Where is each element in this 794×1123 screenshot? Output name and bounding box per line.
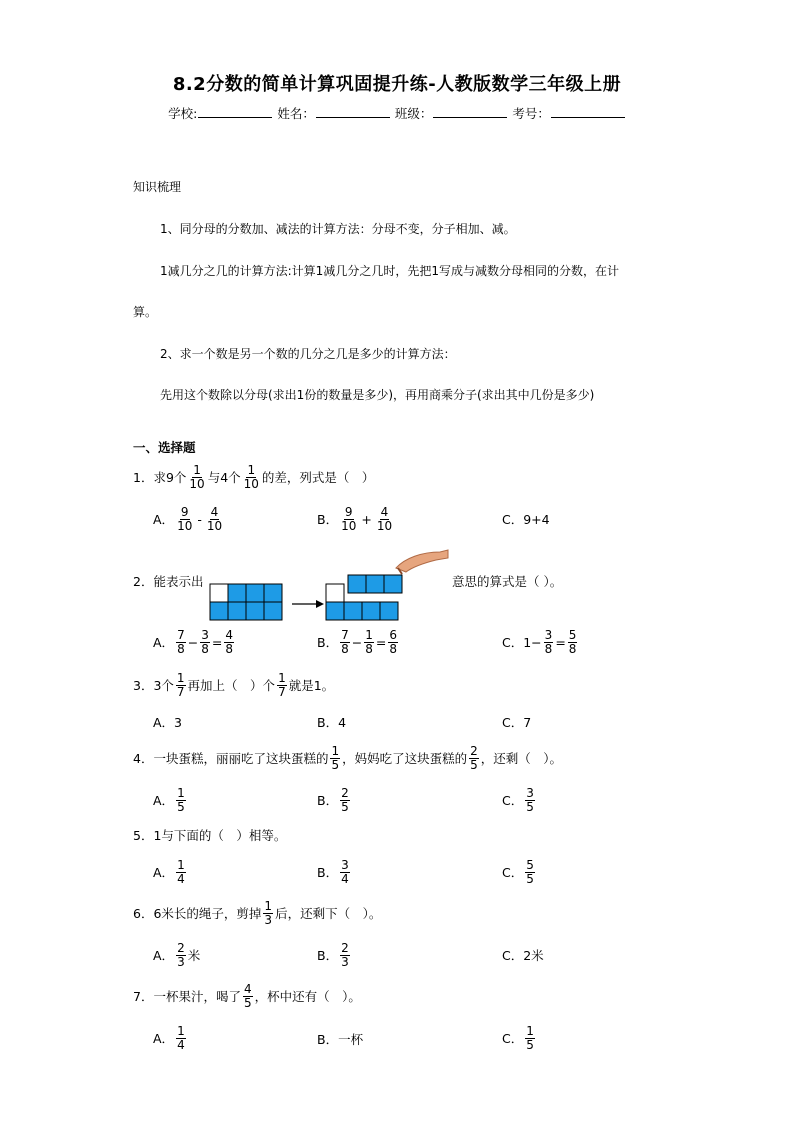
- knowledge-rule-4: 先用这个数除以分母(求出1份的数量是多少)，再用商乘分子(求出其中几份是多少): [160, 388, 595, 402]
- q5-option-b[interactable]: B． $\frac{3}{4}$: [317, 857, 349, 886]
- q2-option-a[interactable]: A． $\frac{7}{8}$ − $\frac{3}{8}$ = $\frac{4}{8}$: [153, 627, 233, 656]
- knowledge-rule-3: 2、求一个数是另一个数的几分之几是多少的计算方法：: [160, 347, 456, 361]
- section-heading-choice: 一、选择题: [133, 440, 196, 455]
- school-blank: [198, 105, 272, 118]
- q1-option-a[interactable]: A． $\frac{9}{10}$ - $\frac{4}{10}$: [153, 504, 223, 533]
- q6-option-c[interactable]: C．2米: [502, 948, 544, 963]
- knowledge-rule-1: 1、同分母的分数加、减法的计算方法：分母不变，分子相加、减。: [160, 222, 516, 236]
- q4-option-a[interactable]: A． $\frac{1}{5}$: [153, 785, 185, 814]
- fraction-bars-figure: [200, 546, 452, 624]
- q2-option-b[interactable]: B． $\frac{7}{8}$ − $\frac{1}{8}$ = $\frac{6}{8}$: [317, 627, 397, 656]
- fraction: $\frac{1}{10}$: [243, 462, 259, 491]
- fraction: $\frac{1}{10}$: [189, 462, 205, 491]
- q3-option-c[interactable]: C．7: [502, 715, 532, 730]
- q4-option-b[interactable]: B． $\frac{2}{5}$: [317, 785, 349, 814]
- student-info-line: [0, 104, 794, 122]
- school-label: 学校:: [168, 106, 198, 121]
- question-4: 4． 一块蛋糕，丽丽吃了这块蛋糕的 $\frac{1}{5}$ ，妈妈吃了这块蛋糕的 $\frac{2}{5}$ ，还剩（ ）。: [133, 743, 563, 772]
- question-3: 3． 3个 $\frac{1}{7}$ 再加上（ ）个 $\frac{1}{7}$ 就是1。: [133, 670, 335, 699]
- q3-option-b[interactable]: B．4: [317, 715, 347, 730]
- name-blank: [316, 105, 390, 118]
- q6-option-a[interactable]: A． $\frac{2}{3}$ 米: [153, 940, 201, 969]
- q7-option-c[interactable]: C． $\frac{1}{5}$: [502, 1023, 534, 1052]
- question-1: 1． 求9个 $\frac{1}{10}$ 与4个 $\frac{1}{10}$ 的差，列式是（ ）: [133, 462, 375, 491]
- knowledge-rule-2b: 算。: [133, 305, 158, 319]
- bar-before: [210, 584, 282, 620]
- exam-blank: [551, 105, 625, 118]
- knowledge-rule-2a: 1减几分之几的计算方法:计算1减几分之几时，先把1写成与减数分母相同的分数，在计: [160, 264, 619, 278]
- q4-option-c[interactable]: C． $\frac{3}{5}$: [502, 785, 534, 814]
- q5-option-a[interactable]: A． $\frac{1}{4}$: [153, 857, 185, 886]
- name-label: 姓名：: [277, 106, 315, 121]
- q5-option-c[interactable]: C． $\frac{5}{5}$: [502, 857, 534, 886]
- bar-after: [326, 575, 402, 620]
- question-2-suffix: 意思的算式是（ ）。: [452, 574, 563, 589]
- question-5: 5．1与下面的（ ）相等。: [133, 828, 287, 843]
- q1-option-c[interactable]: C．9+4: [502, 512, 550, 527]
- class-label: 班级：: [394, 106, 433, 121]
- q2-option-c[interactable]: C． 1− $\frac{3}{8}$ = $\frac{5}{8}$: [502, 627, 577, 656]
- q7-option-b[interactable]: B．一杯: [317, 1032, 364, 1047]
- class-blank: [433, 105, 507, 118]
- q6-option-b[interactable]: B． $\frac{2}{3}$: [317, 940, 349, 969]
- knowledge-heading: 知识梳理: [133, 180, 182, 194]
- question-2-prefix: 2．能表示出: [133, 574, 204, 589]
- hand-icon: [396, 550, 448, 574]
- q1-option-b[interactable]: B． $\frac{9}{10}$ + $\frac{4}{10}$: [317, 504, 393, 533]
- q7-option-a[interactable]: A． $\frac{1}{4}$: [153, 1023, 185, 1052]
- page-title: 8.2分数的简单计算巩固提升练-人教版数学三年级上册: [172, 74, 622, 95]
- exam-label: 考号：: [512, 106, 550, 121]
- q3-option-a[interactable]: A．3: [153, 715, 183, 730]
- question-7: 7． 一杯果汁，喝了 $\frac{4}{5}$ ，杯中还有（ ）。: [133, 981, 361, 1010]
- question-6: 6． 6米长的绳子，剪掉 $\frac{1}{3}$ 后，还剩下（ ）。: [133, 898, 382, 927]
- arrow-icon: [292, 600, 324, 608]
